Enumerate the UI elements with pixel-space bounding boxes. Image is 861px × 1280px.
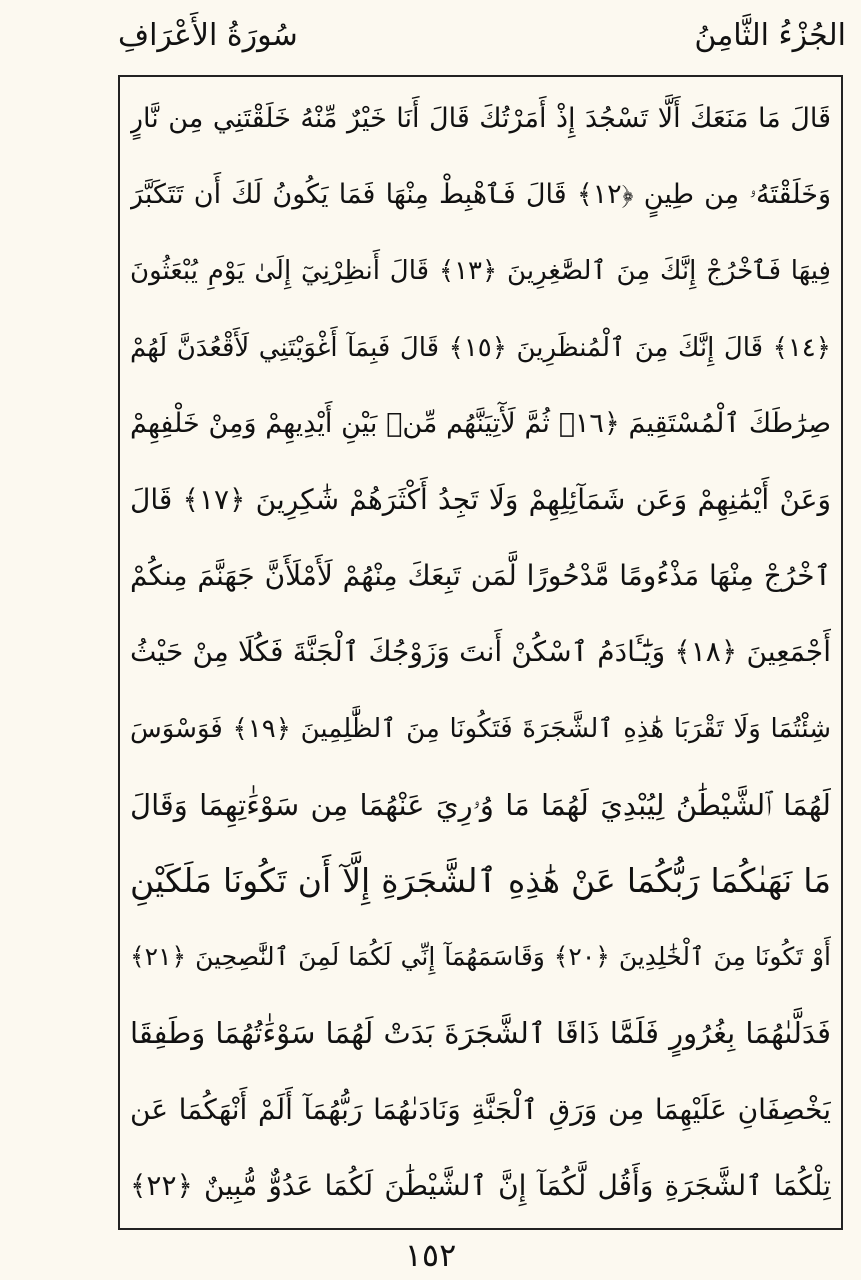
verse-line-6: وَعَنْ أَيْمَٰنِهِمْ وَعَن شَمَآئِلِهِمْ وَلَا تَجِدُ أَكْثَرَهُمْ شَٰكِرِينَ ﴿١٧﴾ قَالَ [130, 483, 831, 517]
verse-line-14: يَخْصِفَانِ عَلَيْهِمَا مِن وَرَقِ ٱلْجَنَّةِ وَنَادَىٰهُمَا رَبُّهُمَآ أَلَمْ أَنْهَكُمَا عَن [130, 1092, 831, 1126]
verse-line-2: وَخَلَقْتَهُۥ مِن طِينٍ ﴿١٢﴾ قَالَ فَٱهْبِطْ مِنْهَا فَمَا يَكُونُ لَكَ أَن تَتَكَبَّرَ [130, 179, 831, 211]
juz-title: الجُزْءُ الثَّامِنُ [694, 18, 846, 53]
text-frame [118, 75, 843, 1230]
verse-line-7: ٱخْرُجْ مِنْهَا مَذْءُومًا مَّدْحُورًا لَّمَن تَبِعَكَ مِنْهُمْ لَأَمْلَأَنَّ جَهَنَّمَ مِنكُمْ [130, 559, 831, 593]
verse-line-9: شِئْتُمَا وَلَا تَقْرَبَا هَٰذِهِ ٱلشَّجَرَةَ فَتَكُونَا مِنَ ٱلظَّٰلِمِينَ ﴿١٩﴾ فَوَسْوَسَ [130, 713, 831, 744]
verse-line-10: لَهُمَا ٱلشَّيْطَٰنُ لِيُبْدِيَ لَهُمَا مَا وُۥرِيَ عَنْهُمَا مِن سَوْءَٰتِهِمَا وَقَالَ [130, 787, 831, 822]
verse-line-12: أَوْ تَكُونَا مِنَ ٱلْخَٰلِدِينَ ﴿٢٠﴾ وَقَاسَمَهُمَآ إِنِّي لَكُمَا لَمِنَ ٱلنَّٰصِحِينَ ﴿٢١﴾ [130, 942, 831, 972]
verse-line-4: ﴿١٤﴾ قَالَ إِنَّكَ مِنَ ٱلْمُنظَرِينَ ﴿١٥﴾ قَالَ فَبِمَآ أَغْوَيْتَنِي لَأَقْعُدَنَّ لَهُمْ [130, 332, 831, 363]
verse-line-1: قَالَ مَا مَنَعَكَ أَلَّا تَسْجُدَ إِذْ أَمَرْتُكَ قَالَ أَنَا خَيْرٌ مِّنْهُ خَلَقْتَنِي مِن نَّارٍ [130, 103, 831, 134]
verse-line-11: مَا نَهَىٰكُمَا رَبُّكُمَا عَنْ هَٰذِهِ ٱلشَّجَرَةِ إِلَّآ أَن تَكُونَا مَلَكَيْنِ [130, 861, 831, 901]
surah-title: سُورَةُ الأَعْرَافِ [118, 18, 298, 53]
verse-lines [130, 89, 831, 1216]
verse-line-8: أَجْمَعِينَ ﴿١٨﴾ وَيَٰٓـَٔادَمُ ٱسْكُنْ أَنتَ وَزَوْجُكَ ٱلْجَنَّةَ فَكُلَا مِنْ حَيْثُ [130, 635, 831, 669]
verse-line-15: تِلْكُمَا ٱلشَّجَرَةِ وَأَقُل لَّكُمَآ إِنَّ ٱلشَّيْطَٰنَ لَكُمَا عَدُوٌّ مُّبِينٌ ﴿٢٢﴾ [130, 1168, 831, 1202]
page-number: ١٥٢ [404, 1236, 457, 1274]
verse-line-13: فَدَلَّىٰهُمَا بِغُرُورٍ فَلَمَّا ذَاقَا ٱلشَّجَرَةَ بَدَتْ لَهُمَا سَوْءَٰتُهُمَا وَطَفِقَا [130, 1016, 831, 1051]
page-header [118, 14, 846, 64]
verse-line-5: صِرَٰطَكَ ٱلْمُسْتَقِيمَ ﴿١٦﴾ ثُمَّ لَأٓتِيَنَّهُم مِّنۢ بَيْنِ أَيْدِيهِمْ وَمِنْ خَلْفِهِمْ [130, 407, 831, 439]
verse-line-3: فِيهَا فَٱخْرُجْ إِنَّكَ مِنَ ٱلصَّٰغِرِينَ ﴿١٣﴾ قَالَ أَنظِرْنِيٓ إِلَىٰ يَوْمِ يُبْعَثُونَ [130, 256, 831, 287]
